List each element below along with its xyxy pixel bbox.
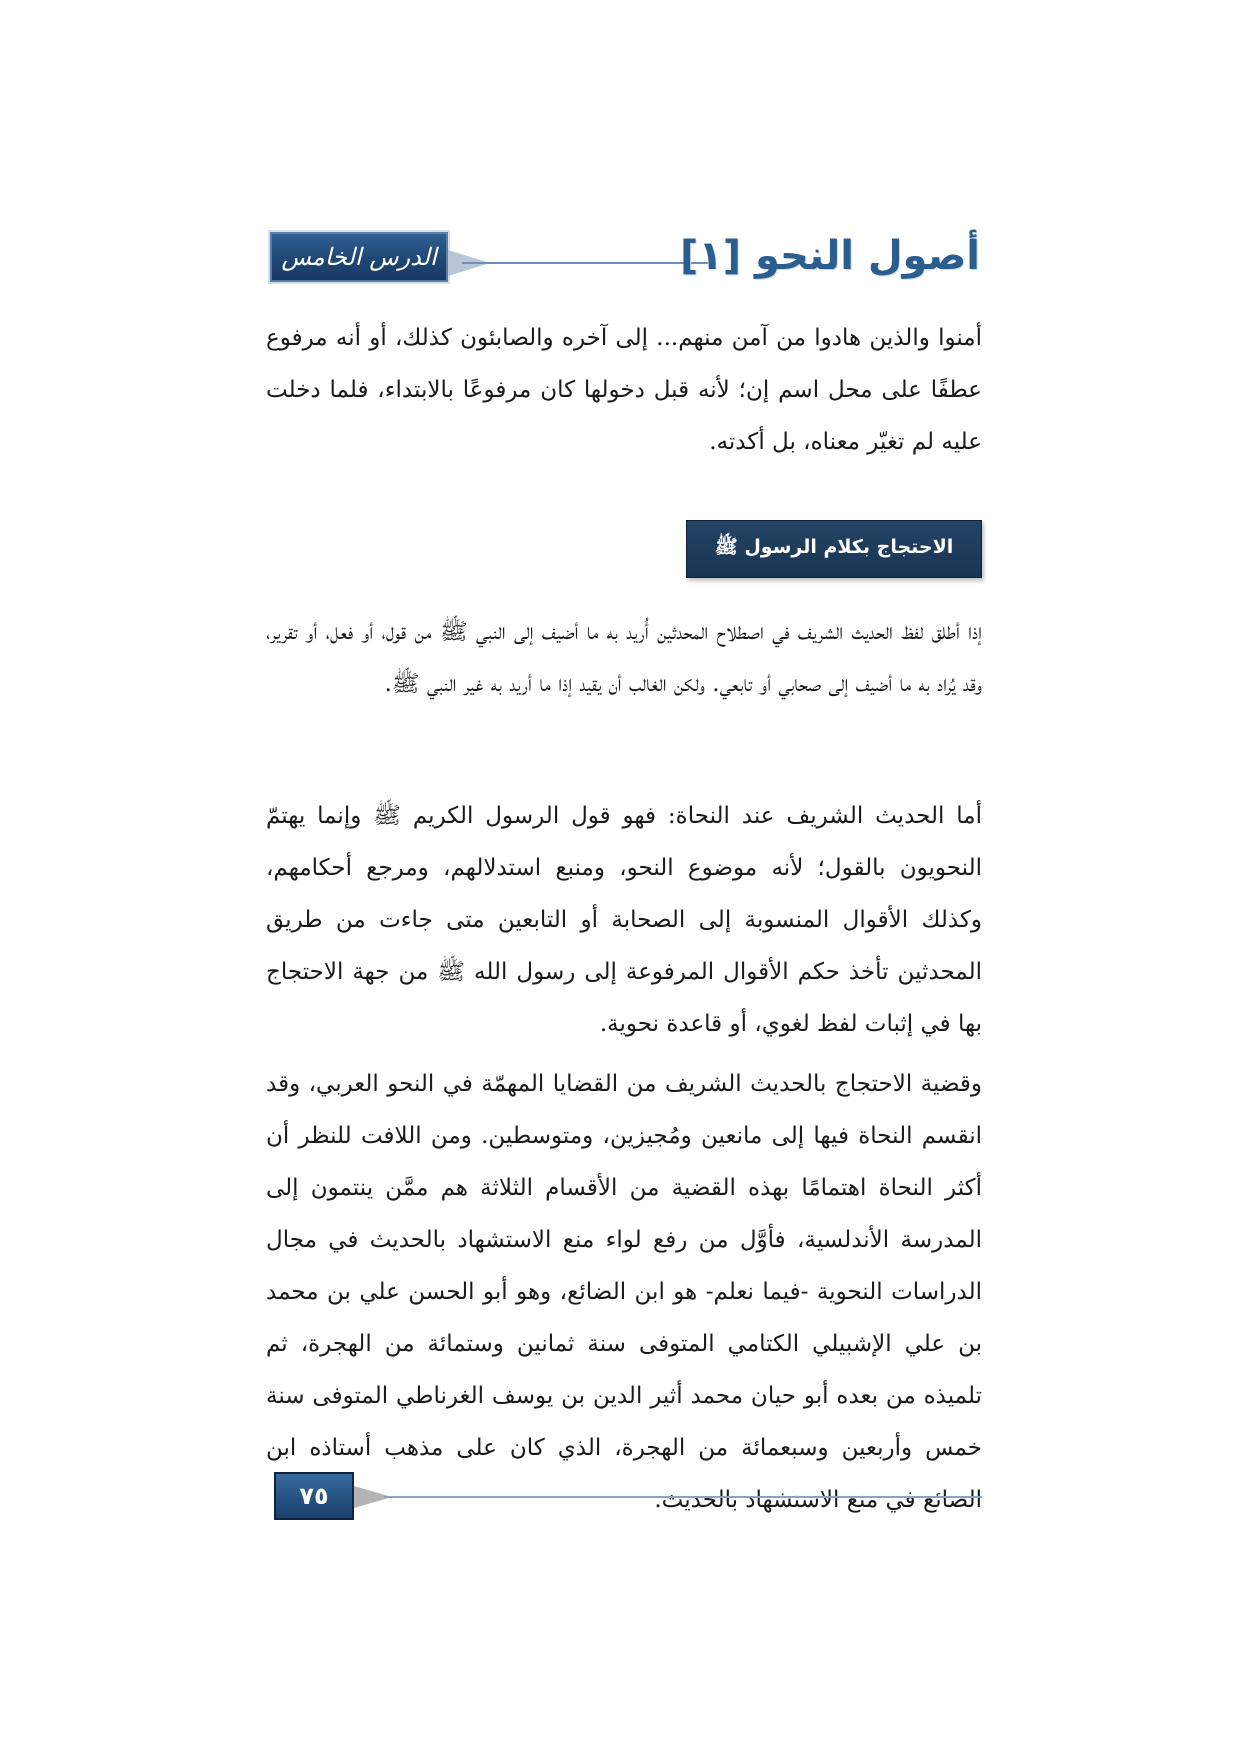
page-footer bbox=[274, 1472, 982, 1524]
lesson-badge: الدرس الخامس bbox=[270, 232, 448, 282]
paragraph-argumentation-issue: وقضية الاحتجاج بالحديث الشريف من القضايا المهمّة في النحو العربي، وقد انقسم النحاة فيها إلى مانعين ومُجيزين، ومتوسطين. ومن اللافت للنظر أن أكثر النحاة اهتمامًا بهذه القضية من الأقسام الثلاثة هم ممَّن ينتمون إلى المدرسة الأندلسية، فأوَّل من رفع لواء منع الاستشهاد بالحديث في مجال الدراسات النحوية -فيما نعلم- هو ابن الضائع، وهو أبو الحسن علي بن محمد بن علي الإشبيلي الكتامي المتوفى سنة ثمانين وستمائة من الهجرة، ثم تلميذه من بعده أبو حيان محمد أثير الدين بن يوسف الغرناطي المتوفى سنة خمس وأربعين وسبعمائة من الهجرة، الذي كان على مذهب أستاذه ابن الضائع في منع الاستشهاد بالحديث. bbox=[266, 1071, 982, 1513]
paragraph-hadith-definition: إذا أطلق لفظ الحديث الشريف في اصطلاح المحدثين أُريد به ما أضيف إلى النبي ﷺ من قول، أو فعل، أو تقرير، وقد يُراد به ما أضيف إلى صحابي أو تابعي. ولكن الغالب أن يقيد إذا ما أريد به غير النبي ﷺ. bbox=[266, 619, 982, 697]
book-title: أصول النحو [١] bbox=[680, 233, 980, 279]
footer-divider bbox=[384, 1496, 982, 1498]
paragraph-hadith-grammarians: أما الحديث الشريف عند النحاة: فهو قول الرسول الكريم ﷺ وإنما يهتمّ النحويون بالقول؛ لأنه موضوع النحو، ومنبع استدلالهم، ومرجع أحكامهم، وكذلك الأقوال المنسوبة إلى الصحابة أو التابعين متى جاءت من طريق المحدثين تأخذ حكم الأقوال المرفوعة إلى رسول الله ﷺ من جهة الاحتجاج بها في إثبات لفظ لغوي، أو قاعدة نحوية. bbox=[266, 803, 982, 1037]
page-number: ٧٥ bbox=[274, 1472, 354, 1520]
page-header bbox=[270, 228, 980, 290]
section-heading: الاحتجاج بكلام الرسول ﷺ bbox=[686, 520, 982, 578]
paragraph-continuation: أمنوا والذين هادوا من آمن منهم... إلى آخره والصابئون كذلك، أو أنه مرفوع عطفًا على محل اسم إن؛ لأنه قبل دخولها كان مرفوعًا بالابتداء، فلما دخلت عليه لم تغيّر معناه، بل أكدته. bbox=[266, 325, 982, 455]
header-divider bbox=[462, 262, 708, 264]
